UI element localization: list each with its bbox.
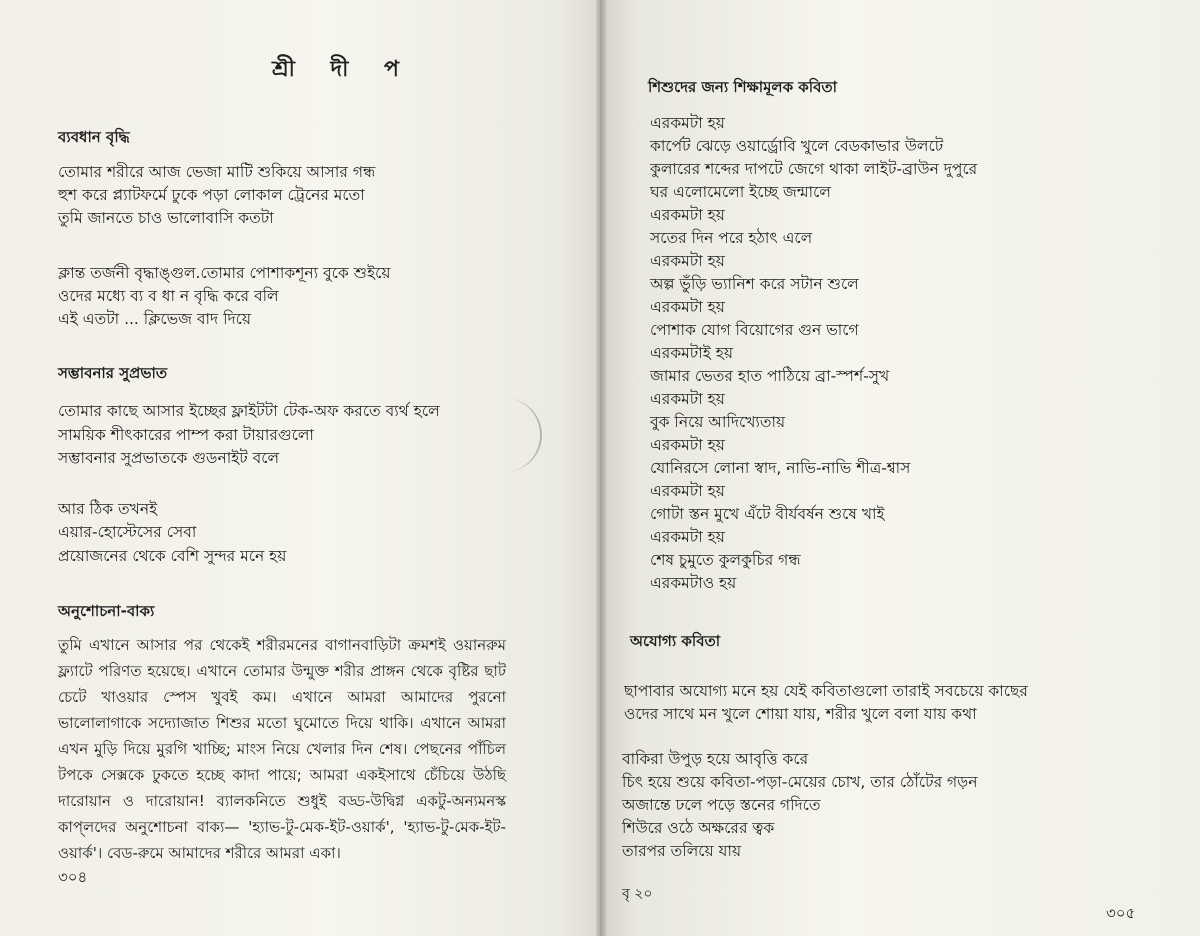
book-gutter (596, 0, 606, 936)
poem-line: ছাপাবার অযোগ্য মনে হয় যেই কবিতাগুলো তারাই সবচেয়ে কাছের (624, 682, 1028, 700)
poem-line: এরকমটা হয় (650, 206, 725, 224)
poem-line: তোমার শরীরে আজ ভেজা মাটি শুকিয়ে আসার গন্ধ (58, 163, 376, 181)
poem-line: যোনিরসে লোনা স্বাদ, নাভি-নাভি শীত্র-শ্বাস (650, 459, 911, 477)
poem-line: ওদের সাথে মন খুলে শোয়া যায়, শরীর খুলে বলা যায় কথা (624, 705, 977, 723)
poem-title-ayogyo: অযোগ্য কবিতা (630, 632, 721, 650)
poem-line: এরকমটা হয় (650, 298, 725, 316)
poem-line: তারপর তলিয়ে যায় (622, 842, 742, 860)
poem-line: বুক নিয়ে আদিখ্যেতায় (650, 413, 786, 431)
poem-line: তোমার কাছে আসার ইচ্ছের ফ্লাইটটা টেক-অফ করতে ব্যর্থ হলে (58, 402, 440, 420)
poem-line: হুশ করে প্ল্যাটফর্মে ঢুকে পড়া লোকাল ট্রেনের মতো (58, 186, 365, 204)
poem-line: সাময়িক শীৎকারের পাম্প করা টায়ারগুলো (58, 426, 314, 444)
poem-line: কার্পেট ঝেড়ে ওয়ার্ড্রোবি খুলে বেডকাভার উলটে (650, 137, 944, 155)
poem-line: প্রয়োজনের থেকে বেশি সুন্দর মনে হয় (58, 547, 287, 565)
right-page (600, 0, 1200, 936)
poem-title-shishuder: শিশুদের জন্য শিক্ষামূলক কবিতা (648, 78, 838, 96)
poem-line: অল্প ভুঁড়ি ভ্যানিশ করে সটান শুলে (650, 275, 859, 293)
show-through-mark (470, 398, 542, 472)
page-number-right: ৩০৫ (1106, 904, 1136, 922)
poem-line: কুলারের শব্দের দাপটে জেগে থাকা লাইট-ব্রাউন দুপুরে (650, 160, 978, 178)
poem-line: জামার ভেতর হাত পাঠিয়ে ব্রা-স্পর্শ-সুখ (650, 367, 890, 385)
poem-line: এরকমটা হয় (650, 436, 725, 454)
poem-line: শিউরে ওঠে অক্ষরের ত্বক (622, 819, 775, 837)
poem-line: শেষ চুমুতে কুলকুচির গন্ধ (650, 551, 801, 569)
page-number-left: ৩০৪ (58, 868, 88, 886)
poem-line: তুমি জানতে চাও ভালোবাসি কতটা (58, 209, 274, 227)
poem-line: সম্ভাবনার সুপ্রভাতকে গুডনাইট বলে (58, 449, 280, 467)
poem-line: আর ঠিক তখনই (58, 500, 158, 518)
poem-title-anushochona: অনুশোচনা-বাক্য (58, 602, 155, 620)
poem-line: এরকমটা হয় (650, 114, 725, 132)
poem-line: সতের দিন পরে হঠাৎ এলে (650, 229, 813, 247)
poem-title-sambhabona: সম্ভাবনার সুপ্রভাত (58, 364, 168, 382)
poem-line: এরকমটা হয় (650, 528, 725, 546)
poem-line: ক্লান্ত তর্জনী বৃদ্ধাঙ্গুল.তোমার পোশাকশূন্য বুকে শুইয়ে (58, 264, 391, 282)
poem-line: গোটা স্তন মুখে এঁটে বীর্যবর্ষন শুষে খাই (650, 505, 885, 523)
poem-line: এয়ার-হোস্টেসের সেবা (58, 523, 197, 541)
poem-line: এরকমটা হয় (650, 252, 725, 270)
poem-line: এরকমটাই হয় (650, 344, 733, 362)
poem-line: এরকমটাও হয় (650, 574, 737, 592)
prose-poem-paragraph: তুমি এখানে আসার পর থেকেই শরীরমনের বাগানবাড়িটা ক্রমশই ওয়ানরুম ফ্ল্যাটে পরিণত হয়েছে। এখানে তোমার উন্মুক্ত শরীর প্রাঙ্গন থেকে বৃষ্টির ছাট চেটে খাওয়ার স্পেস খুবই কম। এখানে আমরা আমাদের পুরনো ভালোলাগাকে সদ্যোজাত শিশুর মতো ঘুমোতে দিয়ে থাকি। এখানে আমরা এখন মুড়ি দিয়ে মুরগি খাচ্ছি; মাংস নিয়ে খেলার দিন শেষ। পেছনের পাঁচিল টপকে সেক্সকে ঢুকতে হচ্ছে কাদা পায়ে; আমরা একইসাথে চেঁচিয়ে উঠছি দারোয়ান ও দারোয়ান! ব্যালকনিতে শুধুই বড্ড-উদ্বিগ্ন একটু-অন্যমনস্ক কাপ্‌লদের অনুশোচনা বাক্য— 'হ্যাভ-টু-মেক-ইট-ওয়ার্ক', 'হ্যাভ-টু-মেক-ইট-ওয়ার্ক'। বেড-রুমে আমাদের শরীরে আমরা একা। (58, 636, 506, 862)
signature-mark: বৃ ২০ (622, 886, 653, 902)
poet-name: শ্রী দী প (272, 57, 413, 82)
poem-line: এরকমটা হয় (650, 390, 725, 408)
poem-line: চিৎ হয়ে শুয়ে কবিতা-পড়া-মেয়ের চোখ, তার ঠোঁটের গড়ন (622, 773, 978, 791)
poem-line: এরকমটা হয় (650, 482, 725, 500)
poem-line: ঘর এলোমেলো ইচ্ছে জন্মালে (650, 183, 831, 201)
poem-line: ওদের মধ্যে ব্য ব ধা ন বৃদ্ধি করে বলি (58, 287, 279, 305)
poem-line: এই এতটা ... ক্লিভেজ বাদ দিয়ে (58, 310, 252, 328)
poem-line: অজান্তে ঢলে পড়ে স্তনের গদিতে (622, 796, 821, 814)
poem-line: পোশাক যোগ বিয়োগের গুন ভাগে (650, 321, 859, 339)
poem-line: বাকিরা উপুড় হয়ে আবৃত্তি করে (622, 750, 809, 768)
poem-title-byabodhan: ব্যবধান বৃদ্ধি (58, 128, 130, 146)
